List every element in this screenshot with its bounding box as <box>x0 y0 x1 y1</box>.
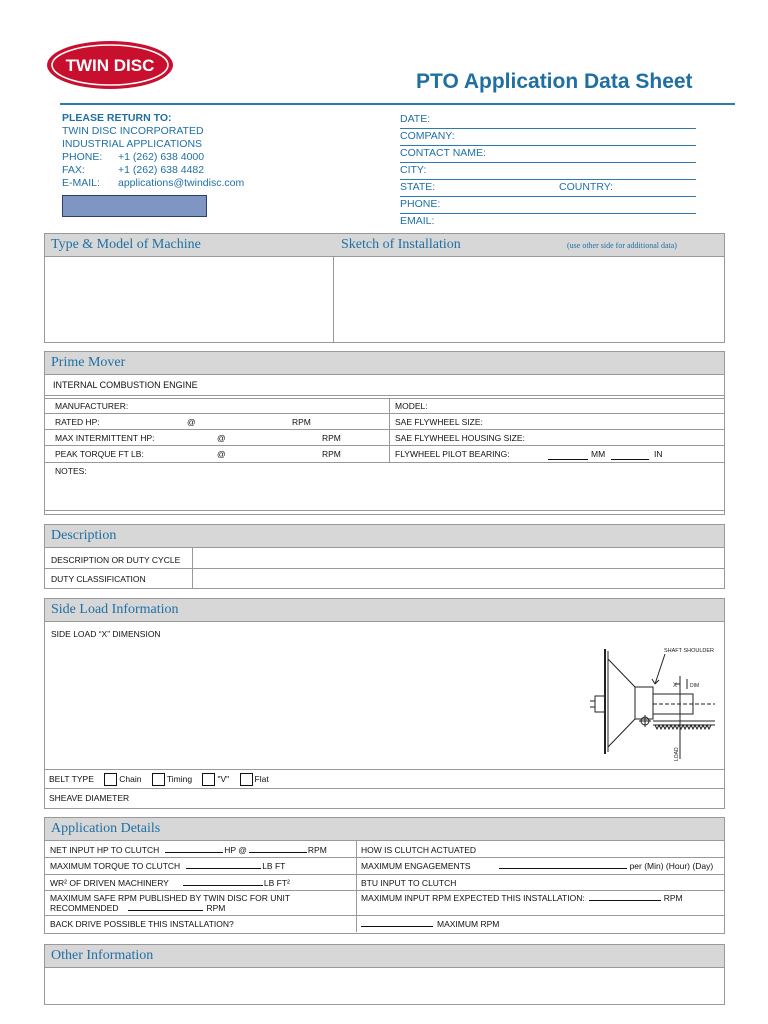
belt-type-label: BELT TYPE <box>49 773 94 784</box>
belt-type-row <box>49 773 269 786</box>
belt-flat-checkbox[interactable] <box>240 773 253 786</box>
max-safe-blank[interactable] <box>128 910 203 911</box>
max-hp-label: MAX INTERMITTENT HP: <box>55 433 155 443</box>
pm-rule-4 <box>45 445 724 446</box>
pm-rule-1b <box>45 398 724 399</box>
net-input-rpm-label: RPM <box>307 845 327 855</box>
max-input-blank[interactable] <box>589 900 661 901</box>
max-torque-label: MAXIMUM TORQUE TO CLUTCH <box>50 861 181 871</box>
phone-field[interactable] <box>400 197 696 214</box>
phone-label: PHONE: <box>62 151 103 163</box>
application-heading: Application Details <box>45 818 724 841</box>
max-rpm-blank[interactable] <box>361 926 433 927</box>
pilot-in-label: IN <box>654 449 663 459</box>
pm-rule-1 <box>45 395 724 396</box>
email-value[interactable]: applications@twindisc.com <box>118 177 245 189</box>
model-label: MODEL: <box>395 401 428 411</box>
belt-timing-label: Timing <box>166 773 193 784</box>
machine-header <box>45 234 724 257</box>
max-safe-label-1: MAXIMUM SAFE RPM PUBLISHED BY TWIN DISC FOR UNIT <box>50 893 291 903</box>
notes-input[interactable] <box>47 478 721 508</box>
diagram-dim-label: DIM <box>690 683 700 689</box>
net-input-rpm-blank[interactable] <box>249 852 307 853</box>
rated-hp-at: @ <box>187 417 196 427</box>
return-company: TWIN DISC INCORPORATED <box>62 125 204 137</box>
sketch-heading: Sketch of Installation <box>341 237 461 252</box>
side-load-diagram <box>575 639 715 764</box>
pm-divider <box>389 398 390 462</box>
phone-value: +1 (262) 638 4000 <box>118 151 205 163</box>
net-input-row <box>50 845 327 855</box>
logo-text: TWIN DISC <box>65 56 155 75</box>
max-hp-rpm: RPM <box>322 433 341 443</box>
rated-hp-label: RATED HP: <box>55 417 100 427</box>
belt-chain-label: Chain <box>119 773 142 784</box>
max-torque-unit: LB FT <box>262 861 286 871</box>
return-address <box>62 112 244 190</box>
phone-field-label: PHONE: <box>400 198 441 210</box>
belt-v-label: "V" <box>217 773 230 784</box>
belt-v-checkbox[interactable] <box>202 773 215 786</box>
engine-type: INTERNAL COMBUSTION ENGINE <box>53 380 198 390</box>
max-input-label: MAXIMUM INPUT RPM EXPECTED THIS INSTALLATION: <box>361 893 585 903</box>
fax-label: FAX: <box>62 164 85 176</box>
back-drive-label: BACK DRIVE POSSIBLE THIS INSTALLATION? <box>50 919 234 929</box>
fax-value: +1 (262) 638 4482 <box>118 164 205 176</box>
company-label: COMPANY: <box>400 130 455 142</box>
peak-torque-at: @ <box>217 449 226 459</box>
prime-mover-section <box>44 351 725 515</box>
app-rule-3 <box>45 890 724 891</box>
application-section <box>44 817 725 934</box>
max-engagements-blank[interactable] <box>499 868 627 869</box>
pilot-mm-label: MM <box>591 449 606 459</box>
return-dept: INDUSTRIAL APPLICATIONS <box>62 138 203 150</box>
sketch-note: (use other side for additional data) <box>567 241 677 250</box>
wr2-row <box>50 878 290 888</box>
wr2-unit: LB FT² <box>263 878 290 888</box>
email-field[interactable] <box>400 214 696 230</box>
clutch-actuated-label: HOW IS CLUTCH ACTUATED <box>361 845 477 855</box>
max-hp-at: @ <box>217 433 226 443</box>
belt-flat-label: Flat <box>254 773 269 784</box>
description-heading: Description <box>45 525 724 548</box>
pilot-bearing-label: FLYWHEEL PILOT BEARING: <box>395 449 510 459</box>
max-engagements-unit: per (Min) (Hour) (Day) <box>629 861 714 871</box>
net-input-label: NET INPUT HP TO CLUTCH <box>50 845 160 855</box>
app-rule-4 <box>45 915 724 916</box>
notes-label: NOTES: <box>55 466 87 476</box>
duty-class-input[interactable] <box>195 570 721 587</box>
max-rpm-label: MAXIMUM RPM <box>437 919 500 929</box>
return-heading: PLEASE RETURN TO: <box>62 112 172 124</box>
side-load-section <box>44 598 725 809</box>
peak-torque-rpm: RPM <box>322 449 341 459</box>
machine-section <box>44 233 725 343</box>
company-field[interactable] <box>400 129 696 146</box>
sae-flywheel-label: SAE FLYWHEEL SIZE: <box>395 417 483 427</box>
app-divider <box>356 841 357 932</box>
pm-rule-6 <box>45 510 724 511</box>
other-section <box>44 944 725 1005</box>
btu-label: BTU INPUT TO CLUTCH <box>361 878 457 888</box>
wr2-label: WR² OF DRIVEN MACHINERY <box>50 878 169 888</box>
twin-disc-logo <box>46 40 174 90</box>
pm-rule-2 <box>45 413 724 414</box>
pilot-in-blank[interactable] <box>611 459 649 460</box>
belt-timing-checkbox[interactable] <box>152 773 165 786</box>
manufacturer-label: MANUFACTURER: <box>55 401 129 411</box>
max-engagements-label: MAXIMUM ENGAGEMENTS <box>361 861 471 871</box>
pm-rule-3 <box>45 429 724 430</box>
other-input[interactable] <box>47 970 721 1002</box>
state-field[interactable] <box>400 180 696 197</box>
email-field-label: EMAIL: <box>400 215 435 227</box>
wr2-blank[interactable] <box>183 885 263 886</box>
app-rule-1 <box>45 857 724 858</box>
date-label: DATE: <box>400 113 431 125</box>
sl-rule-1 <box>45 769 724 770</box>
contact-name-label: CONTACT NAME: <box>400 147 486 159</box>
shaft-shoulder-label: SHAFT SHOULDER <box>664 648 715 654</box>
contact-name-field[interactable] <box>400 146 696 163</box>
description-section <box>44 524 725 589</box>
date-field[interactable] <box>400 112 696 129</box>
max-safe-label-2: RECOMMENDED <box>50 903 119 913</box>
city-label: CITY: <box>400 164 427 176</box>
max-input-unit: RPM <box>663 893 683 903</box>
sheave-diameter-label: SHEAVE DIAMETER <box>49 793 130 803</box>
rated-hp-rpm: RPM <box>292 417 311 427</box>
type-model-input[interactable] <box>47 258 331 340</box>
peak-torque-label: PEAK TORQUE FT LB: <box>55 449 144 459</box>
side-load-heading: Side Load Information <box>45 599 724 622</box>
net-input-hp-label: HP @ <box>224 845 247 855</box>
belt-chain-checkbox[interactable] <box>104 773 117 786</box>
max-engagements-row <box>361 861 713 871</box>
duty-class-label: DUTY CLASSIFICATION <box>51 574 146 584</box>
desc-rule <box>45 568 724 569</box>
sketch-input[interactable] <box>336 258 721 340</box>
pm-rule-5 <box>45 462 724 463</box>
max-rpm-row <box>361 919 499 929</box>
net-input-hp-blank[interactable] <box>165 852 223 853</box>
submit-box[interactable] <box>62 195 207 217</box>
sae-housing-label: SAE FLYWHEEL HOUSING SIZE: <box>395 433 525 443</box>
max-safe-row <box>50 893 290 913</box>
prime-mover-heading: Prime Mover <box>45 352 724 375</box>
title-rule <box>60 103 735 105</box>
other-heading: Other Information <box>45 945 724 968</box>
app-rule-2 <box>45 874 724 875</box>
state-label: STATE: <box>400 181 436 193</box>
page-title: PTO Application Data Sheet <box>416 70 693 93</box>
type-model-heading: Type & Model of Machine <box>51 237 201 252</box>
max-torque-blank[interactable] <box>186 868 261 869</box>
contact-fields <box>400 112 696 230</box>
duty-cycle-label: DESCRIPTION OR DUTY CYCLE <box>51 555 181 565</box>
diagram-load-label: LOAD <box>674 747 680 761</box>
diagram-x-label: X <box>673 683 678 689</box>
country-label: COUNTRY: <box>559 181 614 193</box>
email-label: E-MAIL: <box>62 177 100 189</box>
city-field[interactable] <box>400 163 696 180</box>
max-torque-row <box>50 861 285 871</box>
x-dimension-label: SIDE LOAD “X” DIMENSION <box>51 629 161 639</box>
max-input-row <box>361 893 683 903</box>
machine-divider <box>333 257 334 342</box>
duty-cycle-input[interactable] <box>195 550 721 567</box>
sl-rule-2 <box>45 788 724 789</box>
max-safe-unit: RPM <box>206 903 226 913</box>
pilot-mm-blank[interactable] <box>548 459 588 460</box>
